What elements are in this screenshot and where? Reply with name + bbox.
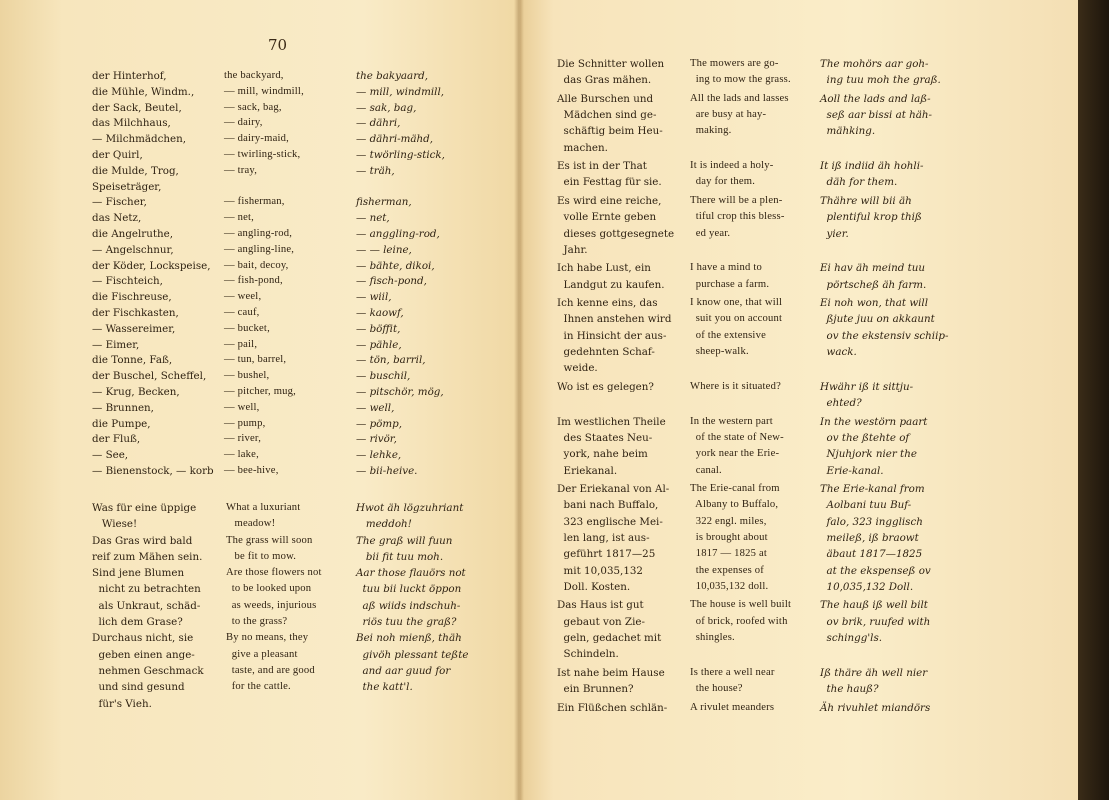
german-word: die Pumpe, (92, 417, 151, 430)
pronunciation-text: Bei noh mienß, thäh givöh plessant teßte and aar guud for the katt'l. (356, 632, 469, 694)
english-word: — bee-hive, (224, 465, 279, 476)
pronunciation: the bakyaard, (356, 70, 428, 82)
pronunciation: — twörling-stick, (356, 149, 445, 161)
english-word-text: Where is it situated? (690, 380, 781, 392)
english-word: — river, (224, 433, 262, 445)
pronunciation: — mill, windmill, (356, 85, 445, 98)
german-word-text: Durchaus nicht, sie geben einen ange- nehmen Geschmack und sind gesund für's Vieh. (92, 632, 204, 710)
english-word-text: Is there a well near the house? (690, 666, 775, 695)
pronunciation: — well, (356, 401, 395, 414)
pronunciation: — böffit, (356, 322, 401, 335)
german-word: das Milchhaus, (92, 117, 171, 130)
pronunciation: — träh, (356, 164, 395, 177)
pronunciation: — pömp, (356, 417, 402, 430)
english-word: — pitcher, mug, (224, 386, 297, 397)
german-word: der Köder, Lockspeise, (92, 259, 211, 272)
pronunciation: — bii-heive. (356, 465, 418, 477)
english-word-text: The Erie-canal from Albany to Buffalo, 322 engl. miles, is brought about 1817 — 1825 at the expenses of 10,035,132 doll. (690, 483, 780, 592)
pronunciation: — dähri, (356, 117, 401, 130)
pronunciation-text: Iß thäre äh well nier the hauß? (820, 666, 928, 696)
german-word: die Mühle, Windm., (92, 85, 195, 98)
german-word: — Krug, Becken, (92, 386, 180, 398)
german-word: der Fischkasten, (92, 307, 179, 319)
english-word: — fisherman, (224, 196, 285, 208)
english-word: — weel, (224, 291, 262, 303)
pronunciation-text: Ei noh won, that will ßjute juu on akkaunt ov the ekstensiv schiip- wack. (820, 297, 949, 359)
english-word-text: The mowers are go- ing to mow the grass. (690, 58, 791, 86)
german-word: die Tonne, Faß, (92, 354, 173, 367)
german-word: der Fluß, (92, 433, 141, 446)
german-word: — Angelschnur, (92, 243, 174, 256)
english-word: — tray, (224, 164, 258, 176)
german-word: — Fischer, (92, 196, 147, 209)
english-word: — well, (224, 401, 260, 413)
pronunciation: — pähle, (356, 338, 402, 351)
german-word: der Buschel, Scheffel, (92, 370, 207, 383)
german-word: — Fischteich, (92, 275, 163, 288)
english-word: — lake, (224, 449, 259, 461)
english-word: — twirling-stick, (224, 149, 301, 160)
pronunciation-text: It iß indiid äh hohli- däh for them. (820, 160, 924, 189)
english-word-text: What a luxuriant meadow! (226, 502, 301, 530)
pronunciation: — buschil, (356, 370, 411, 383)
german-word-text: Sind jene Blumen nicht zu betrachten als Unkraut, schäd- lich dem Grase? (92, 567, 201, 629)
german-word-text: Im westlichen Theile des Staates Neu- york, nahe beim Eriekanal. (557, 415, 666, 477)
german-word: — Eimer, (92, 338, 140, 351)
english-word-text: Are those flowers not to be looked upon as weeds, injurious to the grass? (226, 567, 322, 628)
english-word-text: In the western part of the state of New- york near the Erie- canal. (690, 415, 784, 476)
pronunciation-text: Äh rivuhlet miandörs (820, 701, 931, 714)
english-word-text: There will be a plen- tiful crop this bless- ed year. (690, 195, 785, 239)
pronunciation: — bähte, dikoi, (356, 259, 435, 272)
pronunciation: — kaowf, (356, 307, 404, 319)
pronunciation-text: In the westörn paart ov the ßtehte of Njuhjork nier the Erie-kanal. (820, 415, 928, 477)
english-word: — fish-pond, (224, 275, 283, 287)
english-word: — pump, (224, 417, 266, 429)
pronunciation: — anggling-rod, (356, 228, 440, 240)
english-word-text: The house is well built of brick, roofed with shingles. (690, 599, 792, 643)
german-word: die Mulde, Trog, (92, 164, 179, 177)
pronunciation-text: The Erie-kanal from Aolbani tuu Buf- falo, 323 ingglisch meileß, iß braowt äbaut 1817—1825 at the ekspenseß ov 10,035,132 Doll. (820, 483, 931, 593)
german-word: — Milchmädchen, (92, 133, 186, 146)
pronunciation: — fisch-pond, (356, 275, 427, 288)
english-word: — bait, decoy, (224, 259, 289, 271)
english-word-text: By no means, they give a pleasant taste, and are good for the cattle. (226, 632, 315, 693)
german-word: die Fischreuse, (92, 291, 172, 304)
pronunciation: — — leine, (356, 243, 412, 256)
pronunciation-text: Ei hav äh meind tuu pörtscheß äh farm. (820, 262, 927, 291)
german-word-text: Es ist in der That ein Festtag für sie. (557, 160, 662, 189)
english-word: — bushel, (224, 370, 270, 382)
english-word-text: I have a mind to purchase a farm. (690, 262, 770, 290)
german-word: — Bienenstock, — korb (92, 465, 214, 477)
pronunciation-text: Aoll the lads and laß- seß aar bissi at häh- mähking. (820, 92, 932, 138)
english-word: — sack, bag, (224, 101, 282, 113)
pronunciation-text: Hwähr iß it sittju- ehted? (820, 380, 914, 410)
pronunciation-text: Hwot äh lögzuhriant meddoh! (356, 502, 464, 531)
pronunciation: — pitschör, mög, (356, 386, 444, 398)
pronunciation-text: Thähre will bii äh plentiful krop thiß yier. (820, 195, 922, 240)
german-word-text: Ist nahe beim Hause ein Brunnen? (557, 666, 665, 696)
pronunciation: — rivör, (356, 433, 397, 446)
english-word-text: A rivulet meanders (690, 701, 775, 713)
book-gutter (514, 0, 524, 800)
german-word-text: Das Haus ist gut gebaut von Zie- geln, gedachet mit Schindeln. (557, 599, 662, 661)
english-word: — mill, windmill, (224, 85, 304, 97)
german-word: — Brunnen, (92, 401, 154, 414)
german-word: die Angelruthe, (92, 228, 173, 240)
english-word: — cauf, (224, 307, 260, 318)
pronunciation: — lehke, (356, 449, 402, 462)
german-word-text: Das Gras wird bald reif zum Mähen sein. (92, 534, 203, 563)
german-word: das Netz, (92, 212, 142, 225)
english-word: — tun, barrel, (224, 354, 287, 366)
german-word-text: Wo ist es gelegen? (557, 380, 654, 393)
pronunciation-text: The graß will fuun bii fit tuu moh. (356, 534, 453, 563)
pronunciation-text: The hauß iß well bilt ov brik, ruufed with schingg'ls. (820, 599, 931, 644)
german-word-text: Die Schnitter wollen das Gras mähen. (557, 58, 665, 87)
english-word-text: All the lads and lasses are busy at hay- making. (690, 92, 789, 137)
german-word-text: Was für eine üppige Wiese! (92, 502, 197, 531)
german-word-text: Ich kenne eins, das Ihnen anstehen wird in Hinsicht der aus- gedehnten Schaf- weide. (557, 297, 672, 375)
english-word-text: It is indeed a holy- day for them. (690, 160, 774, 188)
english-word: — bucket, (224, 322, 270, 334)
english-word-text: The grass will soon be fit to mow. (226, 534, 313, 562)
german-word-text: Alle Burschen und Mädchen sind ge- schäftig beim Heu- machen. (557, 92, 663, 154)
german-word: der Hinterhof, (92, 70, 167, 82)
pronunciation: — sak, bag, (356, 101, 417, 114)
german-word: — See, (92, 449, 129, 462)
german-word-text: Der Eriekanal von Al- bani nach Buffalo, 323 englische Mei- len lang, ist aus- geführt 1817—25 mit 10,035,132 Doll. Kosten. (557, 483, 670, 593)
english-word: — pail, (224, 338, 258, 350)
english-word: — dairy-maid, (224, 133, 289, 145)
english-word: — angling-line, (224, 243, 295, 255)
pronunciation: fisherman, (356, 196, 412, 209)
german-word: — Wassereimer, (92, 322, 176, 335)
page-number: 70 (268, 36, 288, 54)
pronunciation-text: The mohörs aar goh- ing tuu moh the graß. (820, 58, 941, 87)
scan-edge (1078, 0, 1109, 800)
german-word: der Quirl, (92, 149, 143, 161)
german-word-text: Es wird eine reiche, volle Ernte geben dieses gottgesegnete Jahr. (557, 195, 675, 256)
english-word: — angling-rod, (224, 228, 293, 239)
pronunciation: — tön, barril, (356, 354, 426, 367)
german-word-text: Ein Flüßchen schlän- (557, 701, 668, 714)
german-word: der Sack, Beutel, (92, 101, 182, 114)
english-word: — dairy, (224, 117, 263, 129)
english-word-text: I know one, that will suit you on account of the extensive sheep-walk. (690, 297, 783, 358)
english-word: — net, (224, 212, 255, 224)
german-word-text: Ich habe Lust, ein Landgut zu kaufen. (557, 262, 665, 291)
german-word: Speiseträger, (92, 180, 162, 193)
pronunciation: — dähri-mähd, (356, 133, 434, 146)
pronunciation: — wiil, (356, 291, 392, 304)
english-word: the backyard, (224, 70, 284, 81)
pronunciation-text: Aar those flauörs not tuu bii luckt öppon aß wiids indschuh- riös tuu the graß? (356, 567, 466, 629)
pronunciation: — net, (356, 212, 390, 225)
